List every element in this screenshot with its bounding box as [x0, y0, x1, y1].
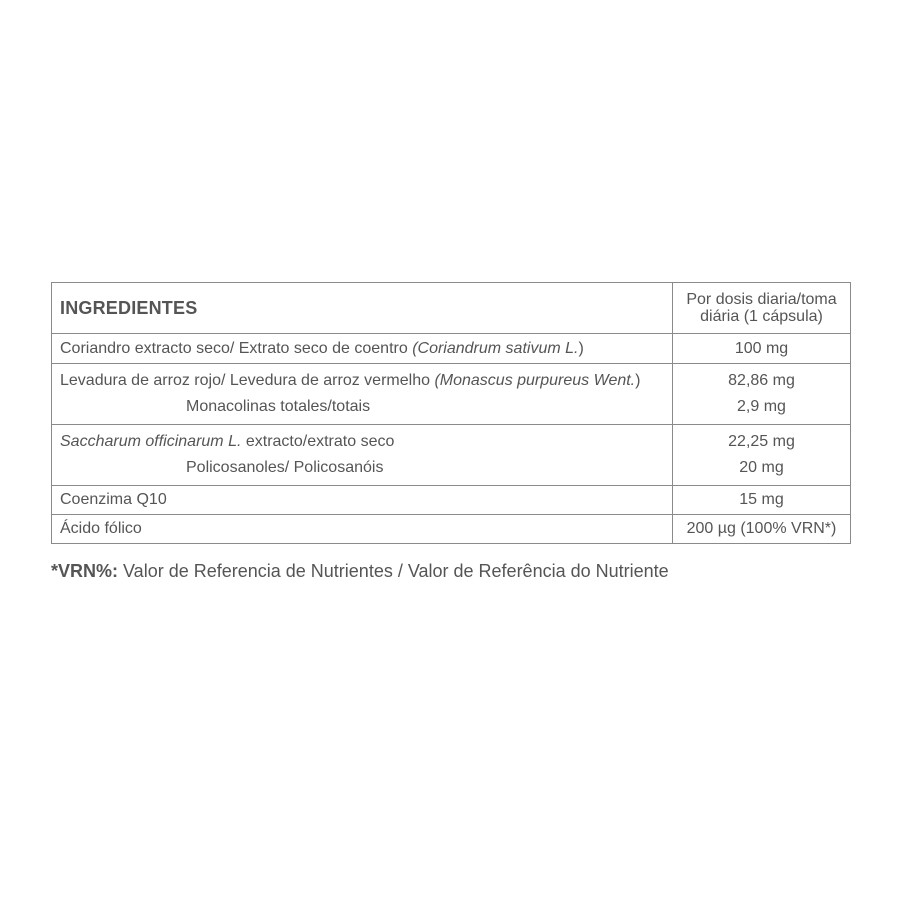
- ingredient-dose: [673, 364, 851, 425]
- footnote: [51, 561, 669, 582]
- ingredient-dose: 15 mg: [673, 486, 851, 515]
- ingredient-name: [52, 364, 673, 425]
- dose-header-line1: Por dosis diaria/toma: [686, 291, 837, 308]
- dose-header: [673, 283, 851, 334]
- ingredient-name: [52, 425, 673, 486]
- ingredient-plain: Coriandro extracto seco/ Extrato seco de coentro: [60, 339, 413, 357]
- table-header-row: [52, 283, 851, 334]
- ingredient-tail: ): [578, 339, 584, 357]
- ingredients-header: INGREDIENTES: [52, 283, 673, 334]
- ingredient-dose-sub: 20 mg: [739, 459, 784, 476]
- ingredient-latin: Saccharum officinarum L.: [60, 433, 242, 450]
- table-row: [52, 334, 851, 364]
- ingredient-plain: Levadura de arroz rojo/ Levedura de arroz vermelho: [60, 372, 435, 389]
- ingredient-dose-sub: 2,9 mg: [737, 398, 786, 415]
- ingredient-name: Coenzima Q10: [52, 486, 673, 515]
- ingredient-tail: ): [635, 372, 641, 389]
- ingredient-dose: 200 µg (100% VRN*): [673, 515, 851, 544]
- ingredient-sub-name: Monacolinas totales/totais: [186, 398, 371, 415]
- ingredient-latin: (Coriandrum sativum L.: [412, 339, 579, 357]
- table-row: [52, 515, 851, 544]
- ingredient-name: [52, 334, 673, 364]
- ingredient-name: Ácido fólico: [52, 515, 673, 544]
- table-row: [52, 425, 851, 486]
- ingredient-dose: [673, 425, 851, 486]
- ingredient-latin: (Monascus purpureus Went.: [434, 372, 636, 389]
- table-row: [52, 364, 851, 425]
- footnote-text: Valor de Referencia de Nutrientes / Valor de Referência do Nutriente: [118, 561, 669, 581]
- ingredient-sub-name: Policosanoles/ Policosanóis: [186, 459, 384, 476]
- ingredient-tail: extracto/extrato seco: [241, 433, 395, 450]
- ingredient-dose-main: 22,25 mg: [728, 433, 795, 450]
- ingredient-dose-main: 82,86 mg: [728, 372, 795, 389]
- footnote-label: *VRN%:: [51, 561, 119, 581]
- table-row: [52, 486, 851, 515]
- ingredient-dose: 100 mg: [673, 334, 851, 364]
- ingredients-table: [51, 282, 851, 544]
- dose-header-line2: diária (1 cápsula): [700, 308, 823, 325]
